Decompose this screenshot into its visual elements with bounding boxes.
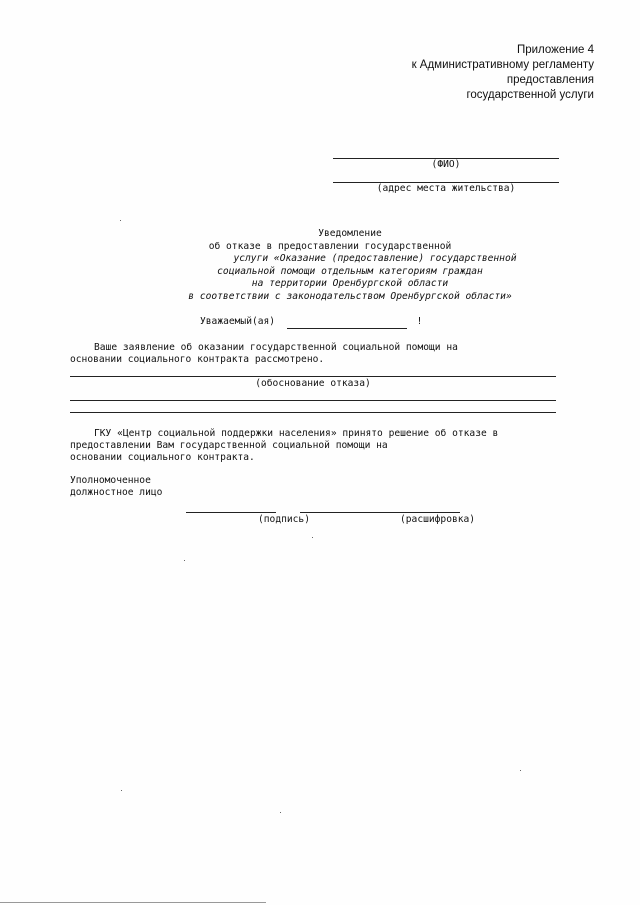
scan-speck <box>312 537 313 538</box>
fio-label: (ФИО) <box>431 159 461 170</box>
title-line-4: социальной помощи отдельным категориям граждан <box>217 265 483 277</box>
appendix-line-3: предоставления <box>506 74 594 86</box>
appendix-line-1: Приложение 4 <box>516 44 594 56</box>
paragraph2-line-1: ГКУ «Центр социальной поддержки населения» принято решение об отказе в <box>94 428 499 439</box>
appendix-header <box>412 43 594 103</box>
refusal-reason-label: (обоснование отказа) <box>255 378 371 389</box>
title-line-6: в соответствии с законодательством Оренбургской области» <box>188 290 512 302</box>
scan-speck <box>121 790 122 791</box>
title-line-2: об отказе в предоставлении государственной <box>208 240 452 252</box>
title-line-1: Уведомление <box>318 228 382 239</box>
decode-line <box>300 512 460 513</box>
recipient-name-field <box>287 317 407 329</box>
refusal-reason-line-2 <box>70 400 556 401</box>
paragraph1-line-2: основании социального контракта рассмотрено. <box>70 354 325 365</box>
notice-title <box>140 228 560 303</box>
greeting <box>200 316 422 329</box>
refusal-reason-line-1 <box>70 376 556 377</box>
scan-speck <box>520 770 521 771</box>
paragraph2-line-2: предоставлении Вам государственной социальной помощи на <box>70 440 388 451</box>
title-line-3: услуги «Оказание (предоставление) государственной <box>233 253 517 264</box>
greeting-prefix: Уважаемый(ая) <box>200 316 276 327</box>
signature-line <box>186 512 276 513</box>
official-line-1: Уполномоченное <box>70 475 151 486</box>
address-label: (адрес места жительства) <box>376 183 516 194</box>
scan-speck <box>120 220 121 221</box>
decode-label: (расшифровка) <box>400 514 476 525</box>
signature-label: (подпись) <box>258 514 310 525</box>
appendix-line-2: к Административному регламенту <box>411 59 594 71</box>
scan-speck <box>184 560 185 561</box>
scan-speck <box>280 812 281 813</box>
scan-edge <box>0 902 266 903</box>
refusal-reason-line-3 <box>70 412 556 413</box>
official-line-2: должностное лицо <box>70 487 163 498</box>
paragraph2-line-3: основании социального контракта. <box>70 452 255 463</box>
appendix-line-4: государственной услуги <box>466 89 594 101</box>
paragraph1-line-1: Ваше заявление об оказании государственной социальной помощи на <box>94 342 458 353</box>
greeting-suffix: ! <box>416 316 423 327</box>
title-line-5: на территории Оренбургской области <box>251 278 449 289</box>
